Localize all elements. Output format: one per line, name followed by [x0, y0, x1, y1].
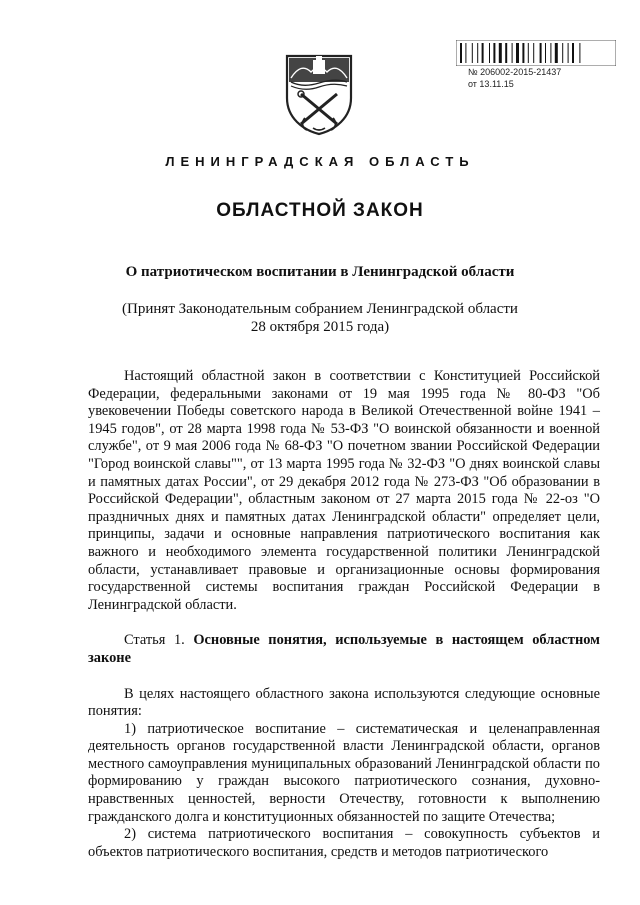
adoption-note-line-1: (Принят Законодательным собранием Ленинградской области: [122, 301, 518, 317]
law-title: О патриотическом воспитании в Ленинградской области: [125, 264, 515, 280]
law-body: [88, 368, 600, 861]
article-1-heading: [88, 632, 600, 667]
registration-number: № 206002-2015-21437: [468, 67, 562, 77]
document-type: ОБЛАСТНОЙ ЗАКОН: [216, 200, 424, 221]
adoption-note-line-2: 28 октября 2015 года): [250, 319, 390, 335]
registration-date: от 13.11.15: [468, 79, 514, 89]
article-1-name: Основные понятия, используемые в настоящем областном законе: [88, 632, 600, 666]
adoption-note: [0, 300, 640, 336]
article-1-intro: В целях настоящего областного закона используются следующие основные понятия:: [88, 685, 600, 720]
barcode-icon: [456, 40, 616, 66]
registration-stamp: [456, 40, 616, 90]
article-1-item-1: 1) патриотическое воспитание – систематическая и целенаправленная деятельность органов государственной власти Ленинградской области, органов местного самоуправления муниципальных образований Ленинградской области по формированию у граждан высокого патриотического сознания, духовно-нравственных ценностей, верности Отечеству, готовности к выполнению гражданского долга и конституционных обязанностей по защите Отечества;: [88, 720, 600, 825]
preamble-paragraph: Настоящий областной закон в соответствии с Конституцией Российской Федерации, федеральными законами от 19 мая 1995 года № 80-ФЗ "Об увековечении Победы советского народа в Великой Отечественной войне 1941 – 1945 годов", от 28 марта 1998 года № 53-ФЗ "О воинской обязанности и военной службе", от 9 мая 2006 года № 68-ФЗ "О почетном звании Российской Федерации "Город воинской славы"", от 13 марта 1995 года № 32-ФЗ "О днях воинской славы и памятных датах России", от 29 декабря 2012 года № 273-ФЗ "Об образовании в Российской Федерации", областным законом от 27 марта 2015 года № 22-оз "О праздничных днях и памятных датах Ленинградской области" определяет цели, принципы, задачи и основные направления патриотического воспитания как важного и необходимого элемента государственной политики Ленинградской области, устанавливает правовые и организационные основы формирования государственной системы воспитания граждан Российской Федерации в Ленинградской области.: [88, 368, 600, 613]
coat-of-arms-emblem: [283, 52, 355, 136]
region-name: ЛЕНИНГРАДСКАЯ ОБЛАСТЬ: [165, 154, 475, 169]
article-1-item-2: 2) система патриотического воспитания – совокупность субъектов и объектов патриотического воспитания, средств и методов патриотического: [88, 826, 600, 860]
article-1-label: Статья 1.: [124, 632, 185, 649]
